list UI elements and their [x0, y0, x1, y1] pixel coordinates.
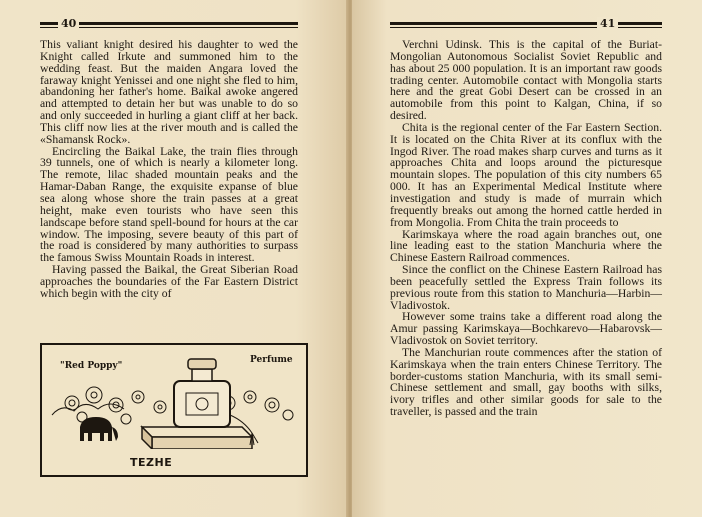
paragraph: Verchni Udinsk. This is the capital of the Buriat-Mongolian Autonomous Socialist Soviet Republic and has about 25 000 population. It is an important raw goods trading center. Automobile contact with Mongolia starts here and the great Gobi Desert can be crossed in an automobile from this point to Kalgan, China, if so desired. — [390, 38, 662, 123]
paragraph: Having passed the Baikal, the Great Siberian Road approaches the boundaries of the Far Eastern District which begin with the city of — [40, 263, 298, 300]
ad-category: Perfume — [250, 355, 293, 365]
right-body-text — [390, 39, 662, 418]
paragraph: This valiant knight desired his daughter to wed the Knight called Irkute and summoned him to the wedding feast. But the maiden Angara loved the faraway knight Yenissei and one night she fled to him, abandoning her father's home. Baikal awoke angered and attempted to detain her but was unable to do so and only succeeded in hurling a giant cliff at her back. This cliff now lies at the river mouth and is called the «Shamansk Rock». — [40, 38, 298, 146]
paragraph: Since the conflict on the Chinese Eastern Railroad has been peacefully settled the Express Train follows its previous route from this station to Manchuria—Harbin—Vladivostok. — [390, 263, 662, 312]
perfume-illustration — [42, 345, 306, 449]
paragraph: Encircling the Baikal Lake, the train flies through 39 tunnels, one of which is nearly a kilometer long. The remote, lilac shaded mountain peaks and the Hamar-Daban Range, the exquisite expanse of blue sea along whose shore the train passes at a great height, make even tourists who have seen this landscape before stand spell-bound for hours at the car window. The imposing, severe beauty of this part of the road is considered by many authorities to surpass the famous Swiss Mountain Roads in interest. — [40, 144, 298, 265]
ad-brand-name: TEZHE — [130, 456, 173, 469]
header-rule — [390, 22, 662, 25]
paragraph: However some trains take a different road along the Amur passing Karimskaya—Bochkarevo—Habarovsk—Vladivostok on Soviet territory. — [390, 310, 662, 348]
ad-product-name: "Red Poppy" — [60, 361, 123, 371]
paragraph: Chita is the regional center of the Far Eastern Section. It is located on the Chita River at its conflux with the Ingod River. The road makes sharp curves and turns as it approaches Chita and loops around the picturesque mountain slopes. The population of this city numbers 65 000. It has an Experimental Medical Institute where investigation and study is made of murrain which frequently breaks out among the horned cattle herded in from Mongolia. From Chita the train proceeds to — [390, 120, 662, 229]
perfume-advertisement — [40, 343, 308, 477]
header-rule-thin — [390, 27, 662, 28]
page-number: 40 — [58, 17, 79, 30]
page-number: 41 — [597, 17, 618, 30]
right-page — [352, 0, 702, 517]
paragraph: The Manchurian route commences after the station of Karimskaya when the train enters Chinese Territory. The border-customs station Manchuria, with its small semi-Chinese settlement and small, gay booths with silks, ivory trifles and other similar goods for sale to the traveller, is passed and the train — [390, 345, 662, 419]
left-page — [0, 0, 348, 517]
paragraph: Karimskaya where the road again branches out, one line leading east to the station Manchuria where the Chinese Eastern Railroad commences. — [390, 227, 662, 265]
left-body-text — [40, 39, 298, 300]
